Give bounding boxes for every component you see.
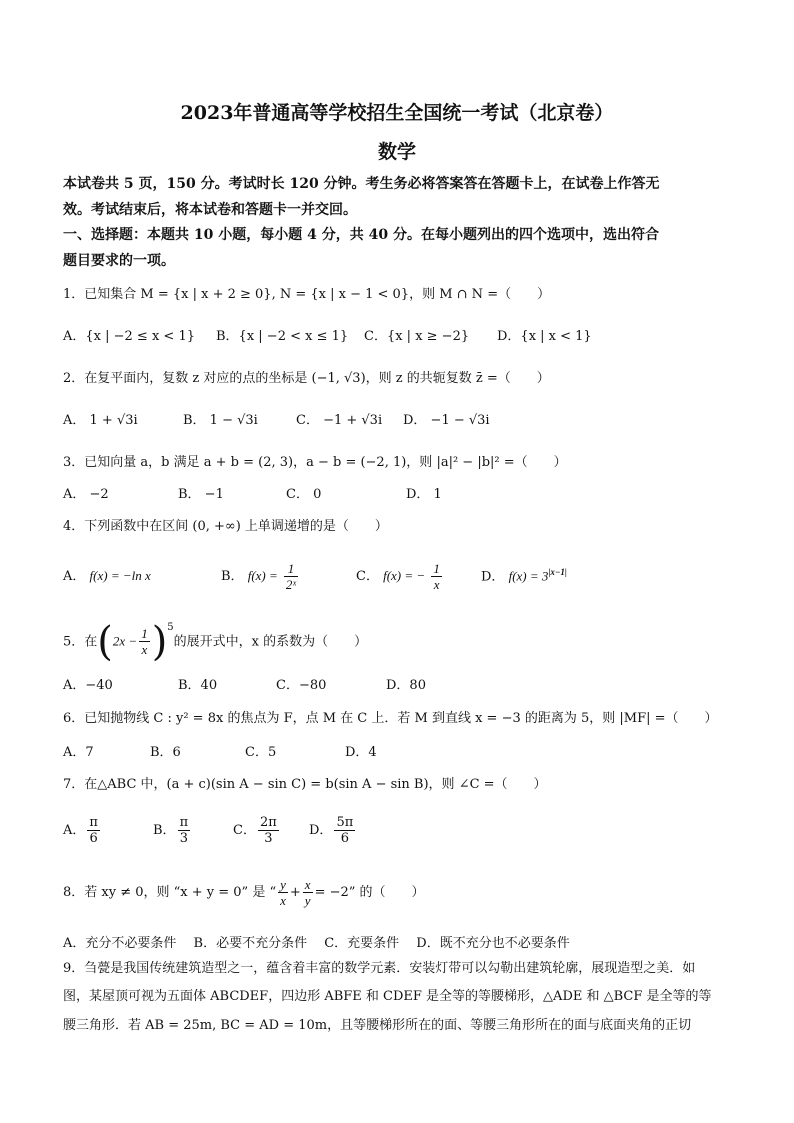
q4-option-c-lhs: f(x) = − xyxy=(383,568,426,584)
q4-option-c-fraction xyxy=(431,561,442,592)
question-9-line-1: 9．刍甍是我国传统建筑造型之一，蕴含着丰富的数学元素．安装灯带可以勾勒出建筑轮廓，展现造型之美．如 xyxy=(63,961,696,976)
q7-option-a-numerator: π xyxy=(89,815,98,830)
q7-option-c xyxy=(233,814,309,848)
question-5-stem xyxy=(63,618,368,665)
q7-option-a-fraction xyxy=(87,815,100,846)
q4-option-d-letter: D． xyxy=(481,569,505,585)
q4-option-a xyxy=(63,560,221,593)
question-1-stem: 1．已知集合 M = {x | x + 2 ≥ 0}, N = {x | x − 1 < 0}，则 M ∩ N =（ ） xyxy=(63,287,551,302)
q3-option-c: C． 0 xyxy=(286,487,322,502)
q5-suffix: 的展开式中，x 的系数为（ ） xyxy=(173,634,368,650)
q7-option-b-letter: B． xyxy=(153,823,176,838)
q5-option-a: A．−40 xyxy=(63,678,113,693)
q2-option-d: D． −1 − √3i xyxy=(403,413,490,428)
intro-line-2: 效。考试结束后，将本试卷和答题卡一并交回。 xyxy=(63,202,357,218)
q7-option-a-letter: A． xyxy=(63,823,86,838)
q7-option-c-denominator: 3 xyxy=(264,831,273,846)
q6-option-c: C．5 xyxy=(245,745,277,760)
q8-prefix: 8．若 xy ≠ 0，则 “x + y = 0” 是 “ xyxy=(63,885,277,900)
question-2-stem: 2．在复平面内，复数 z 对应的点的坐标是 (−1, √3)，则 z 的共轭复数 z̄ =（ ） xyxy=(63,371,550,386)
q4-option-a-letter: A． xyxy=(63,569,86,585)
q8-fraction-1-denominator: x xyxy=(280,893,286,908)
question-3-stem: 3．已知向量 a，b 满足 a + b = (2, 3)，a − b = (−2, 1)，则 |a|² − |b|² =（ ） xyxy=(63,455,567,470)
intro-line-1: 本试卷共 5 页，150 分。考试时长 120 分钟。考生务必将答案答在答题卡上，在试卷上作答无 xyxy=(63,176,660,192)
q8-fraction-2-denominator: y xyxy=(304,893,311,908)
q4-option-b-denominator: 2ˣ xyxy=(285,577,297,593)
q7-option-c-letter: C． xyxy=(233,823,256,838)
question-9-line-2: 图，某屋顶可视为五面体 ABCDEF，四边形 ABFE 和 CDEF 是全等的等腰梯形，△ADE 和 △BCF 是全等的等 xyxy=(63,989,712,1004)
q8-fraction-1-numerator: y xyxy=(280,877,286,892)
q8-plus: + xyxy=(289,885,301,900)
q7-option-d-fraction xyxy=(334,815,355,846)
q4-option-c xyxy=(356,560,481,593)
q4-option-c-letter: C． xyxy=(356,569,379,585)
q2-option-b: B． 1 − √3i xyxy=(183,413,258,428)
q8-suffix: = −2” 的（ ） xyxy=(314,885,425,900)
q5-inner-expr: 2x − xyxy=(112,633,138,649)
q7-option-a xyxy=(63,814,153,848)
q7-option-c-fraction xyxy=(258,815,279,846)
q4-option-b-numerator: 1 xyxy=(284,561,298,577)
subject-title: 数学 xyxy=(377,141,416,163)
question-9-line-3: 腰三角形．若 AB = 25m, BC = AD = 10m，且等腰梯形所在的面、等腰三角形所在的面与底面夹角的正切 xyxy=(63,1018,692,1033)
q3-option-d: D． 1 xyxy=(406,487,442,502)
q5-open-paren: ( xyxy=(97,618,113,665)
q1-option-a: A．{x | −2 ≤ x < 1} xyxy=(63,329,195,344)
question-5-options xyxy=(63,674,426,693)
section-heading-2: 题目要求的一项。 xyxy=(63,253,175,269)
q6-option-b: B．6 xyxy=(150,745,181,760)
q4-option-c-numerator: 1 xyxy=(433,561,440,577)
question-1-options xyxy=(63,325,592,344)
q5-prefix: 5．在 xyxy=(63,634,98,650)
q6-option-a: A．7 xyxy=(63,745,94,760)
question-8-stem xyxy=(63,876,425,910)
q4-option-a-expr: f(x) = −ln x xyxy=(89,568,151,584)
q7-option-c-numerator: 2π xyxy=(259,815,277,830)
question-6-options xyxy=(63,741,377,760)
question-7-stem: 7．在△ABC 中，(a + c)(sin A − sin C) = b(sin A − sin B)，则 ∠C =（ ） xyxy=(63,777,547,792)
q4-option-d xyxy=(481,556,567,593)
q4-option-b xyxy=(221,560,356,593)
question-4-stem: 4．下列函数中在区间 (0, +∞) 上单调递增的是（ ） xyxy=(63,519,388,534)
q5-option-d: D．80 xyxy=(386,678,426,693)
q7-option-d-numerator: 5π xyxy=(336,815,354,830)
question-8-options: A．充分不必要条件 B．必要不充分条件 C．充要条件 D．既不充分也不必要条件 xyxy=(63,936,570,951)
question-7-options xyxy=(63,814,357,848)
q8-fraction-2-numerator: x xyxy=(304,877,311,892)
q4-option-d-expr: f(x) = 3 xyxy=(508,568,549,584)
q1-option-b: B．{x | −2 < x ≤ 1} xyxy=(216,329,349,344)
q5-close-paren: ) xyxy=(151,618,168,665)
q4-option-b-lhs: f(x) = xyxy=(247,568,278,584)
q7-option-d xyxy=(309,814,357,848)
q5-fraction xyxy=(139,626,150,657)
section-heading-1: 一、选择题：本题共 10 小题，每小题 4 分，共 40 分。在每小题列出的四个选项中，选出符合 xyxy=(63,227,659,243)
q2-option-a: A． 1 + √3i xyxy=(63,413,138,428)
q5-exponent: 5 xyxy=(167,622,174,633)
q5-option-c: C．−80 xyxy=(276,678,327,693)
q1-option-c: C．{x | x ≥ −2} xyxy=(364,329,470,344)
q7-option-b-denominator: 3 xyxy=(179,831,188,846)
q7-option-b-fraction xyxy=(178,815,191,846)
q7-option-a-denominator: 6 xyxy=(89,831,98,846)
q8-fraction-1 xyxy=(278,877,288,908)
q5-numerator: 1 xyxy=(141,626,148,642)
q7-option-d-denominator: 6 xyxy=(340,831,349,846)
question-3-options xyxy=(63,483,442,502)
question-4-options xyxy=(63,556,567,593)
q5-option-b: B．40 xyxy=(178,678,218,693)
q3-option-b: B． −1 xyxy=(178,487,224,502)
q4-option-b-fraction xyxy=(284,561,298,592)
exam-title: 2023年普通高等学校招生全国统一考试（北京卷） xyxy=(180,102,614,124)
q7-option-d-letter: D． xyxy=(309,823,333,838)
q1-option-d: D．{x | x < 1} xyxy=(497,329,592,344)
q2-option-c: C． −1 + √3i xyxy=(296,413,383,428)
q4-option-c-denominator: x xyxy=(433,577,440,593)
q8-fraction-2 xyxy=(303,877,313,908)
q5-denominator: x xyxy=(141,642,148,658)
q7-option-b xyxy=(153,814,233,848)
q7-option-b-numerator: π xyxy=(179,815,189,830)
q4-option-b-letter: B． xyxy=(221,569,244,585)
question-6-stem: 6．已知抛物线 C : y² = 8x 的焦点为 F，点 M 在 C 上．若 M 到直线 x = −3 的距离为 5，则 |MF| =（ ） xyxy=(63,711,718,726)
q6-option-d: D．4 xyxy=(345,745,377,760)
question-2-options xyxy=(63,409,490,428)
q4-option-d-exponent: |x−1| xyxy=(548,567,567,577)
q3-option-a: A． −2 xyxy=(63,487,109,502)
